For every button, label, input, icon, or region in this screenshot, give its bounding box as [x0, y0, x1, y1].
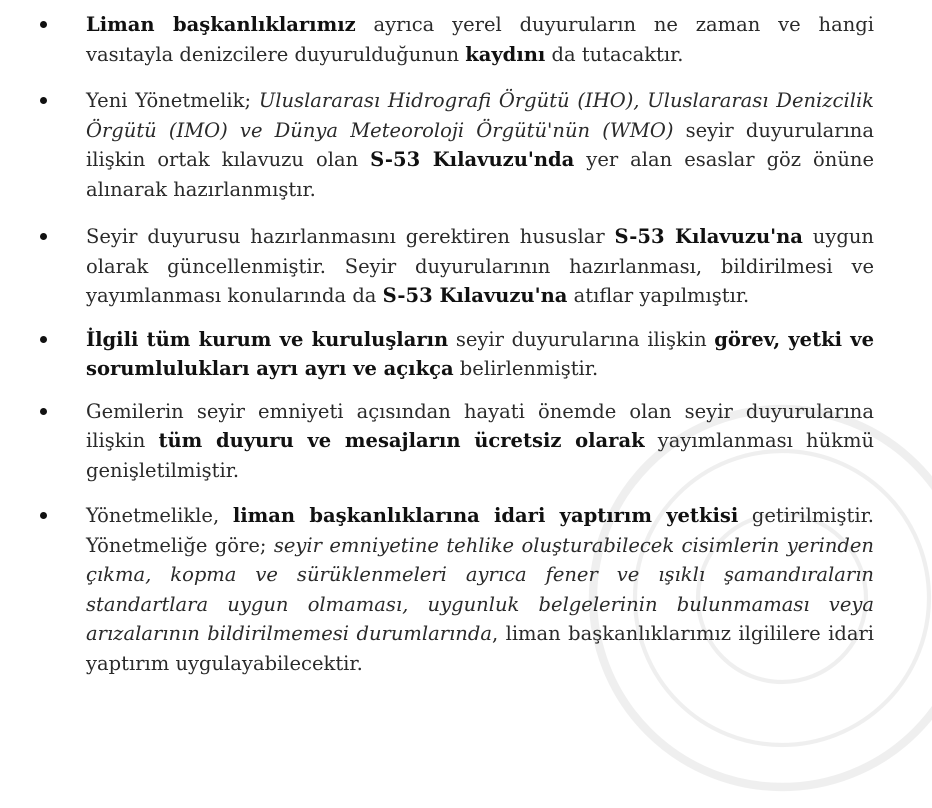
bullet-icon — [40, 233, 47, 240]
bullet-text: Yönetmelikle, liman başkanlıklarına idari yaptırım yetkisi getirilmiştir. Yönetmeliğe göre; seyir emniyetine tehlike oluşturabilecek cisimlerin yerinden çıkma, kopma ve sürüklenmeleri ayrıca fener ve ışıklı şamandıraların standartlara uygun olmaması, uygunluk belgelerinin bulunmaması veya arızalarının bildirilmemesi durumlarında, liman başkanlıklarımız ilgililere idari yaptırım uygulayabilecektir. — [86, 504, 874, 675]
bullet-icon — [40, 512, 47, 519]
bullet-icon — [40, 21, 47, 28]
list-item — [38, 86, 874, 204]
list-item — [38, 10, 874, 69]
bullet-text: Seyir duyurusu hazırlanmasını gerektiren hususlar S-53 Kılavuzu'na uygun olarak güncellenmiştir. Seyir duyurularının hazırlanması, bildirilmesi ve yayımlanması konularında da S-53 Kılavuzu'na atıflar yapılmıştır. — [86, 225, 874, 307]
bullet-icon — [40, 408, 47, 415]
bullet-icon — [40, 336, 47, 343]
list-item — [38, 501, 874, 678]
bullet-text: Gemilerin seyir emniyeti açısından hayati önemde olan seyir duyurularına ilişkin tüm duyuru ve mesajların ücretsiz olarak yayımlanması hükmü genişletilmiştir. — [86, 399, 874, 482]
bullet-icon — [40, 97, 47, 104]
bullet-list — [38, 10, 874, 678]
list-item — [38, 222, 874, 311]
bullet-text: Yeni Yönetmelik; Uluslararası Hidrografi Örgütü (IHO), Uluslararası Denizcilik Örgütü (IMO) ve Dünya Meteoroloji Örgütü'nün (WMO) seyir duyurularına ilişkin ortak kılavuzu olan S-53 Kılavuzu'nda yer alan esaslar göz önüne alınarak hazırlanmıştır. — [86, 89, 875, 201]
list-item — [38, 325, 874, 384]
list-item — [38, 397, 874, 486]
bullet-text: Liman başkanlıklarımız ayrıca yerel duyuruların ne zaman ve hangi vasıtayla denizcilere duyurulduğunun kaydını da tutacaktır. — [86, 13, 874, 66]
bullet-text: İlgili tüm kurum ve kuruluşların seyir duyurularına ilişkin görev, yetki ve sorumlulukları ayrı ayrı ve açıkça belirlenmiştir. — [86, 327, 874, 380]
